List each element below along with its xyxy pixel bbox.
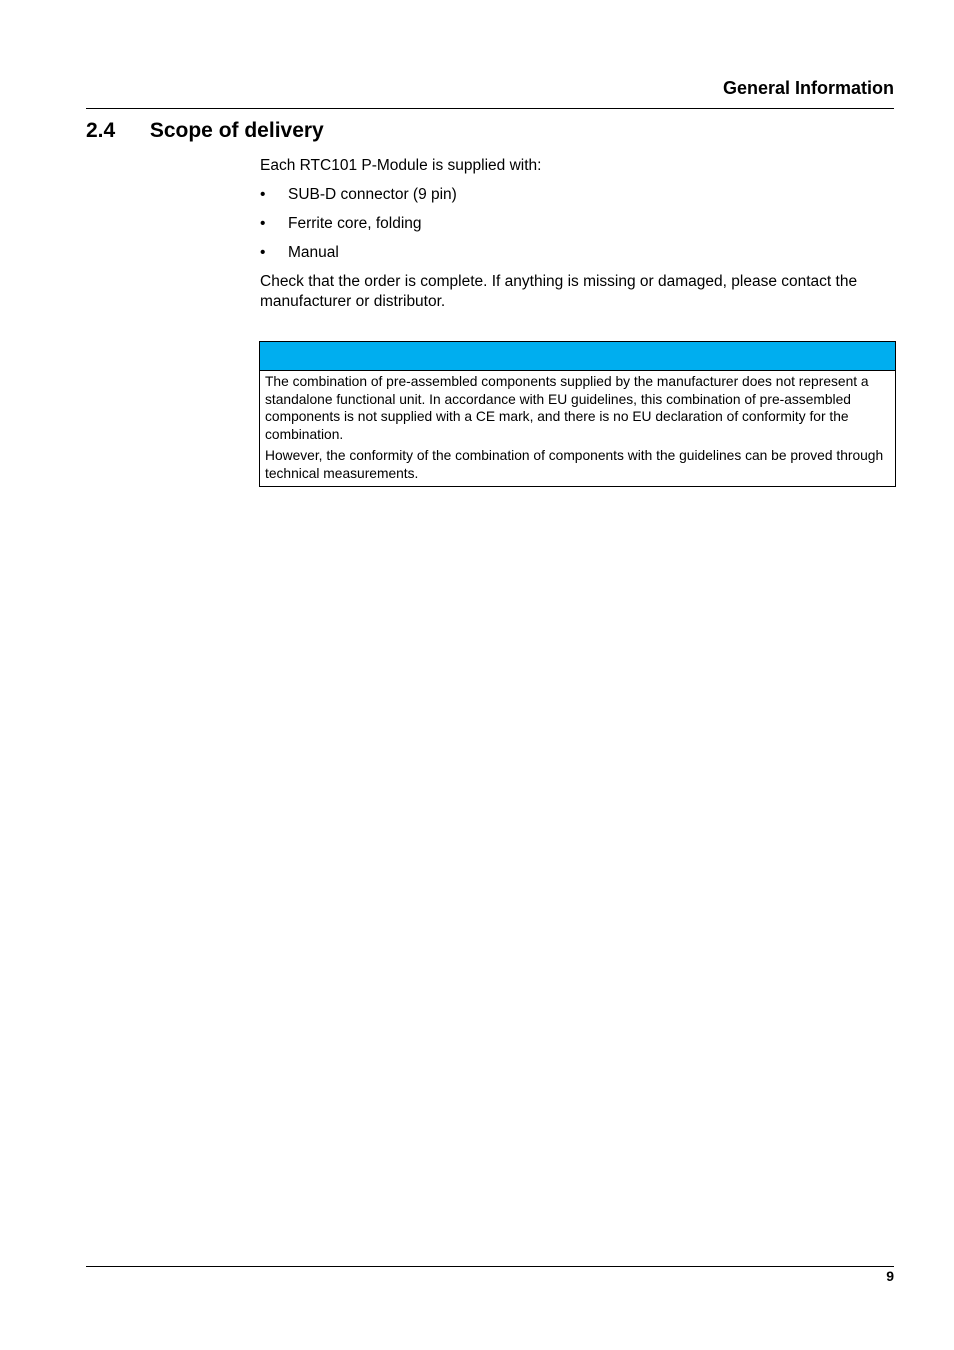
delivery-list <box>260 185 896 263</box>
page-number: 9 <box>886 1268 894 1284</box>
intro-text: Each RTC101 P-Module is supplied with: <box>260 157 542 174</box>
closing-text: Check that the order is complete. If anything is missing or damaged, please contact the manufacturer or distributor. <box>260 273 858 310</box>
section-heading <box>86 119 324 143</box>
section-content <box>260 156 896 312</box>
notice-header-bar <box>260 342 895 371</box>
section-title: Scope of delivery <box>149 119 324 142</box>
notice-box <box>259 341 896 487</box>
list-item <box>260 243 896 263</box>
notice-body <box>260 371 895 486</box>
bullet: • <box>260 215 266 232</box>
section-number: 2.4 <box>86 119 116 142</box>
notice-paragraph: The combination of pre-assembled components supplied by the manufacturer does not represent a standalone functional unit. In accordance with EU guidelines, this combination of pre-assembled components is not supplied with a CE mark, and there is no EU declaration of conformity for the combination. <box>265 374 869 443</box>
page-header-title: General Information <box>722 78 894 98</box>
list-item <box>260 185 896 205</box>
notice-paragraph: However, the conformity of the combination of components with the guidelines can be proved through technical measurements. <box>265 447 884 481</box>
header-rule <box>86 108 894 109</box>
list-item-text: Manual <box>288 244 339 261</box>
bullet: • <box>260 186 266 203</box>
footer-rule <box>86 1266 894 1267</box>
list-item <box>260 214 896 234</box>
bullet: • <box>260 244 266 261</box>
list-item-text: Ferrite core, folding <box>288 215 422 232</box>
list-item-text: SUB-D connector (9 pin) <box>288 186 457 203</box>
